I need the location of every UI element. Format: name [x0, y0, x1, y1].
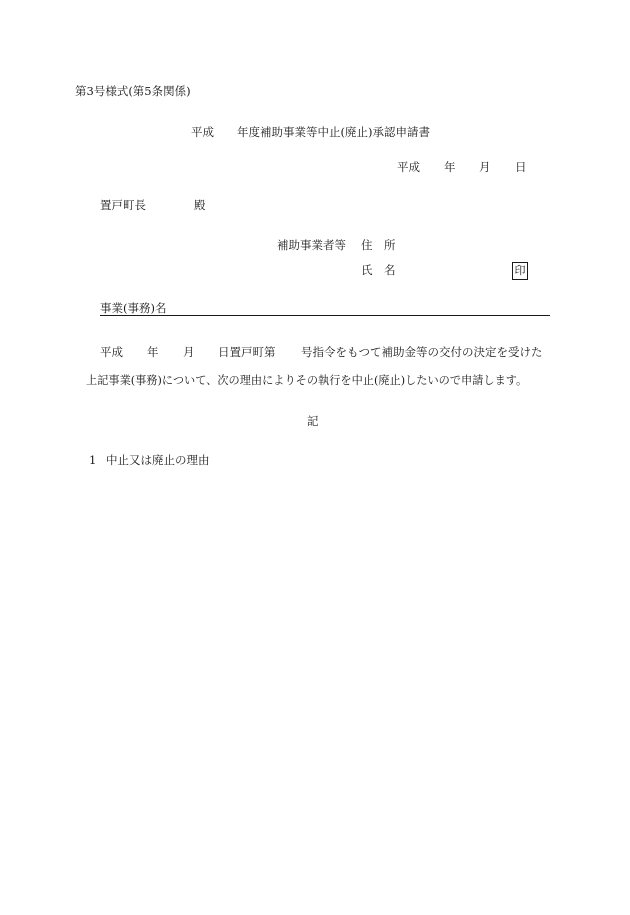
- date-era: 平成: [397, 160, 420, 174]
- body-line1-rest: 号指令をもつて補助金等の交付の決定を受けた: [301, 345, 543, 359]
- item1-number: 1: [89, 453, 97, 467]
- item1-text: 中止又は廃止の理由: [106, 453, 210, 467]
- body-era: 平成: [100, 345, 123, 359]
- date-month-label: 月: [479, 160, 491, 174]
- document-title: 年度補助事業等中止(廃止)承認申請書: [237, 125, 430, 139]
- addressee-honorific: 殿: [194, 198, 206, 212]
- applicant-label: 補助事業者等: [277, 238, 346, 252]
- addressee-name: 置戸町長: [100, 198, 146, 212]
- project-name-underline: [100, 315, 550, 316]
- body-month-label: 月: [183, 345, 195, 359]
- body-day-town: 日置戸町第: [218, 345, 276, 359]
- date-day-label: 日: [515, 160, 527, 174]
- ki-heading: 記: [307, 414, 319, 428]
- date-year-label: 年: [444, 160, 456, 174]
- name-label: 氏 名: [361, 263, 396, 277]
- address-label: 住 所: [361, 238, 396, 252]
- title-era: 平成: [191, 125, 214, 139]
- body-year-label: 年: [147, 345, 159, 359]
- project-name-label: 事業(事務)名: [100, 301, 167, 315]
- body-line2: 上記事業(事務)について、次の理由によりその執行を中止(廃止)したいので申請します。: [86, 374, 528, 387]
- form-number: 第3号様式(第5条関係): [75, 84, 191, 98]
- seal-mark: 印: [512, 262, 528, 280]
